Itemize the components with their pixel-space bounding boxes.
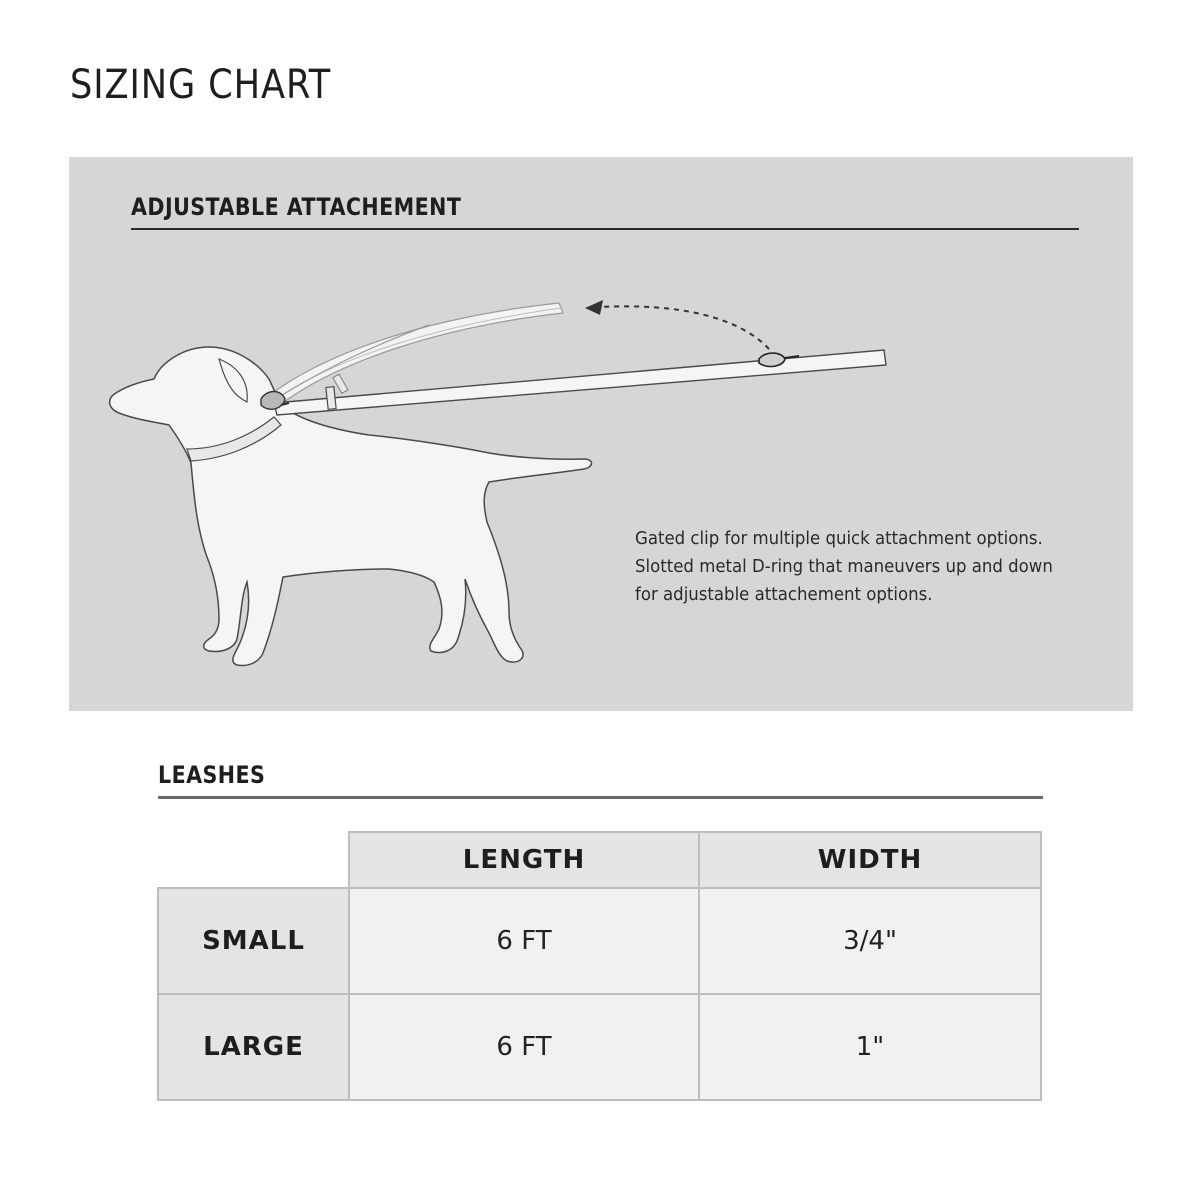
- dog-with-leash-icon: [69, 157, 1133, 711]
- width-cell: 1": [699, 994, 1041, 1100]
- attachment-description-line: Slotted metal D-ring that maneuvers up and down: [635, 556, 1053, 577]
- row-header-large: LARGE: [158, 994, 349, 1100]
- table-header-row: [158, 832, 1041, 888]
- table-corner-cell: [158, 832, 349, 888]
- attachment-description-line: for adjustable attachement options.: [635, 584, 933, 605]
- attachment-heading: ADJUSTABLE ATTACHEMENT: [131, 193, 462, 221]
- attachment-description: [635, 525, 1053, 609]
- attachment-description-line: Gated clip for multiple quick attachment options.: [635, 528, 1043, 549]
- gated-clip: [759, 353, 785, 366]
- row-header-small: SMALL: [158, 888, 349, 994]
- page-title: SIZING CHART: [70, 62, 332, 108]
- length-cell: 6 FT: [349, 888, 699, 994]
- d-ring: [326, 387, 336, 410]
- leashes-heading: LEASHES: [158, 761, 266, 789]
- length-cell: 6 FT: [349, 994, 699, 1100]
- table-row: [158, 888, 1041, 994]
- leash-size-table: [157, 831, 1042, 1101]
- leashes-divider: [158, 796, 1043, 799]
- dashed-arrow: [599, 306, 769, 349]
- column-header-length: LENGTH: [349, 832, 699, 888]
- adjustable-attachment-panel: [69, 157, 1133, 711]
- width-cell: 3/4": [699, 888, 1041, 994]
- table-row: [158, 994, 1041, 1100]
- attachment-divider: [131, 228, 1079, 230]
- column-header-width: WIDTH: [699, 832, 1041, 888]
